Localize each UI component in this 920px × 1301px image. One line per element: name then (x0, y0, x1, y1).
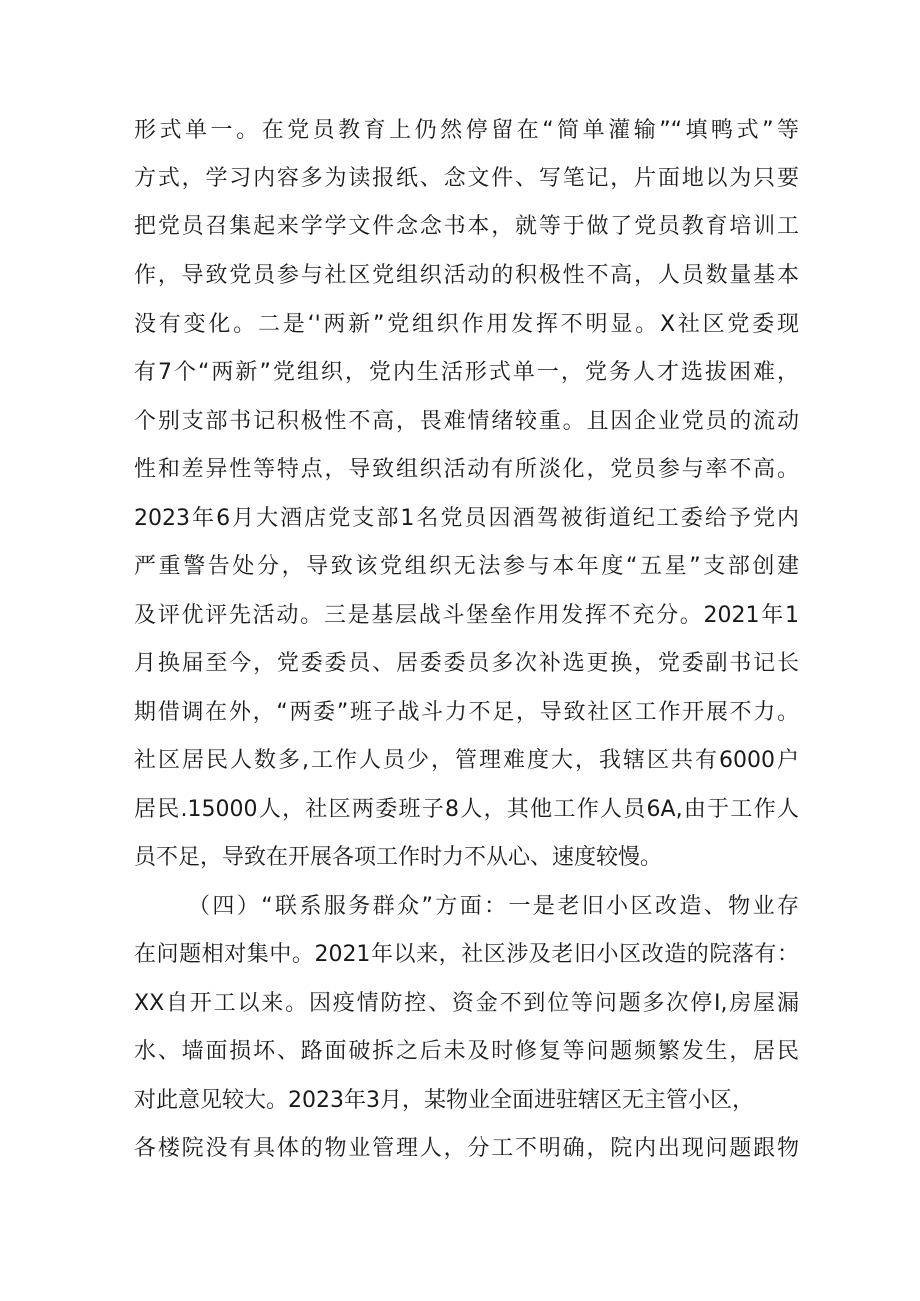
text-line: 在问题相对集中。2021年以来，社区涉及老旧小区改造的院落有： (134, 942, 799, 967)
text-line: 月换届至今，党委委员、居委委员多次补选更换，党委副书记长 (134, 651, 799, 676)
text-line: 有7个“两新”党组织，党内生活形式单一，党务人才选拔困难， (134, 360, 799, 385)
text-line: 性和差异性等特点，导致组织活动有所淡化，党员参与率不高。 (134, 457, 799, 482)
text-line: 方式，学习内容多为读报纸、念文件、写笔记，片面地以为只要 (134, 166, 799, 191)
text-line: XX自开工以来。因疫情防控、资金不到位等问题多次停I,房屋漏 (134, 991, 799, 1016)
text-line: 把党员召集起来学学文件念念书本，就等于做了党员教育培训工 (134, 214, 799, 239)
text-line: 形式单一。在党员教育上仍然停留在“简单灌输”“填鸭式”等 (134, 118, 799, 143)
text-line: 个别支部书记积极性不高，畏难情绪较重。且因企业党员的流动 (134, 409, 799, 434)
text-line: 没有变化。二是‘'两新”党组织作用发挥不明显。X社区党委现 (134, 312, 799, 337)
text-line: 作，导致党员参与社区党组织活动的积极性不高，人员数量基本 (134, 263, 799, 288)
text-line: 对此意见较大。2023年3月，某物业全面进驻辖区无主管小区， (134, 1088, 754, 1113)
text-line: 期借调在外，“两委”班子战斗力不足，导致社区工作开展不力。 (134, 700, 799, 725)
text-line: 员不足，导致在开展各项工作时力不从心、速度较慢。 (134, 845, 663, 870)
paragraph-first-line: （四）“联系服务群众”方面：一是老旧小区改造、物业存 (188, 894, 799, 919)
text-line: 2023年6月大酒店党支部1名党员因酒驾被街道纪工委给予党内 (134, 506, 799, 531)
text-line: 水、墙面损坏、路面破拆之后未及时修复等问题频繁发生，居民 (134, 1039, 799, 1064)
text-line: 及评优评先活动。三是基层战斗堡垒作用发挥不充分。2021年1 (134, 603, 799, 628)
text-line: 严重警告处分，导致该党组织无法参与本年度“五星”支部创建 (134, 554, 799, 579)
text-line: 居民.15000人，社区两委班子8人，其他工作人员6A,由于工作人 (134, 797, 799, 822)
text-line: 各楼院没有具体的物业管理人，分工不明确，院内出现问题跟物 (134, 1136, 799, 1161)
text-line: 社区居民人数多,工作人员少，管理难度大，我辖区共有6000户 (134, 748, 799, 773)
